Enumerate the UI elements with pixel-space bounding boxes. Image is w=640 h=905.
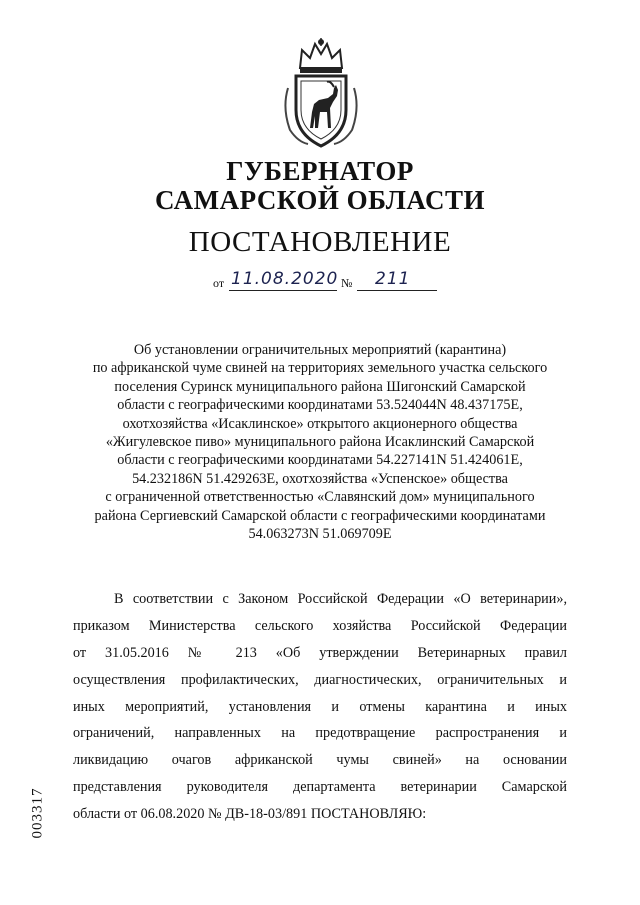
subject-line: Об установлении ограничительных мероприятий (карантина) [133,342,507,358]
number-label: № [341,276,353,290]
document-body [73,586,567,828]
document-date: 11.08.2020 [231,269,339,289]
body-line: представления руководителя департамента ветеринарии Самарской [73,779,567,796]
date-underline [229,290,337,291]
body-line: осуществления профилактических, диагностических, ограничительных и [73,671,567,688]
body-line: ликвидацию очагов африканской чумы свиней» на основании [73,752,567,769]
body-line: иных мероприятий, установления и отмены карантина и иных [73,698,567,715]
issuer-title: ГУБЕРНАТОР [226,156,414,186]
body-line: ограничений, направленных на предотвращение распространения и [73,725,567,742]
registration-stamp [26,778,50,848]
samara-coat-of-arms-icon [278,38,364,150]
subject-line: по африканской чуме свиней на территориях земельного участка сельского [92,360,548,377]
subject-line: охотхозяйства «Исаклинское» открытого акционерного общества [122,415,518,432]
date-label: от [213,276,225,290]
date-number-row [207,268,437,292]
body-line: от 31.05.2016 № 213 «Об утверждении Ветеринарных правил [73,644,567,661]
body-line: области от 06.08.2020 № ДВ-18-03/891 ПОСТАНОВЛЯЮ: [73,806,427,823]
document-type: ПОСТАНОВЛЕНИЕ [188,226,452,258]
subject-line: области с географическими координатами 53.524044N 48.437175E, [117,397,523,414]
document-subject [72,341,568,543]
body-line: В соответствии с Законом Российской Федерации «О ветеринарии», [114,591,567,607]
subject-line: 54.063273N 51.069709E [248,526,392,543]
subject-line: 54.232186N 51.429263E, охотхозяйства «Успенское» общества [132,470,508,487]
stamp-number: 003317 [29,787,46,839]
body-line: приказом Министерства сельского хозяйства Российской Федерации [73,617,567,634]
subject-line: поселения Суринск муниципального района Шигонский Самарской [114,378,526,395]
issuer-region: САМАРСКОЙ ОБЛАСТИ [154,185,486,215]
subject-line: области с географическими координатами 54.227141N 51.424061E, [117,452,523,469]
number-underline [357,290,437,291]
subject-line: с ограниченной ответственностью «Славянский дом» муниципального [105,489,535,506]
document-number: 211 [375,269,411,289]
subject-line: района Сергиевский Самарской области с географическими координатами [94,507,546,524]
subject-line: «Жигулевское пиво» муниципального района Исаклинский Самарской [105,434,535,451]
